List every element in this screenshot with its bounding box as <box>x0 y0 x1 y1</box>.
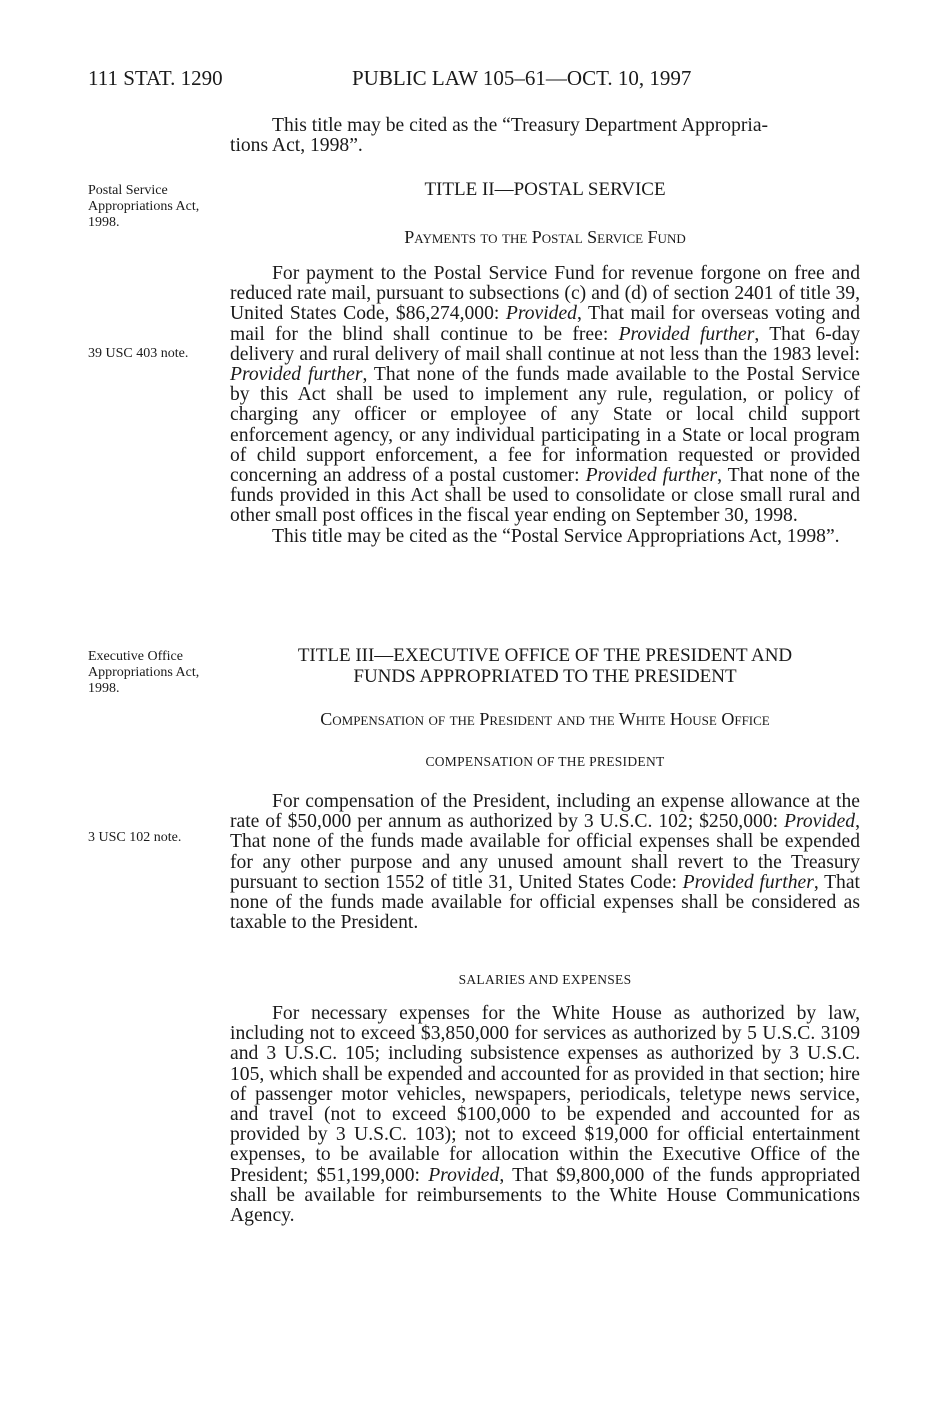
salaries-body <box>230 1004 860 1226</box>
compensation-paragraph: For compensation of the President, including an expense allowance at the rate of $50,000 per annum as authorized by 3 U.S.C. 102; $250,000: Provided, That none of the funds made available for official expenses shall be expended for any other purpose and any unused amount shall revert to the Treasury pursuant to section 1552 of title 31, United States Code: Provided further, That none of the funds made available for official expenses shall be considered as taxable to the President. <box>230 791 860 934</box>
public-law-header: PUBLIC LAW 105–61—OCT. 10, 1997 <box>352 66 692 90</box>
title-iii-heading: TITLE III—EXECUTIVE OFFICE OF THE PRESIDENT AND FUNDS APPROPRIATED TO THE PRESIDENT <box>297 645 793 687</box>
white-house-subheading: Compensation of the President and the White House Office <box>320 709 770 729</box>
margin-note-3-usc: 3 USC 102 note. <box>88 830 182 845</box>
postal-citation-paragraph: This title may be cited as the “Postal Service Appropriations Act, 1998”. <box>272 525 840 547</box>
margin-note-exec: Executive Office Appropriations Act, 1998. <box>88 649 200 696</box>
compensation-body <box>230 792 860 933</box>
salaries-paragraph: For necessary expenses for the White House as authorized by law, including not to exceed $3,850,000 for services as authorized by 5 U.S.C. 3109 and 3 U.S.C. 105; including subsistence expenses as authorized by 3 U.S.C. 105, which shall be expended and accounted for as provided in that section; hire of passenger motor vehicles, newspapers, periodicals, teletype news service, and travel (not to exceed $100,000 to be expended and accounted for as provided by 3 U.S.C. 103); not to exceed $19,000 for official entertainment expenses, to be available for allocation within the Executive Office of the President; $51,199,000: Provided, That $9,800,000 of the funds appropriated shall be available for reimbursements to the White House Communications Agency. <box>230 1003 860 1227</box>
margin-note-39-usc: 39 USC 403 note. <box>88 346 189 361</box>
compensation-subhead: COMPENSATION OF THE PRESIDENT <box>425 754 665 769</box>
margin-note-postal: Postal Service Appropriations Act, 1998. <box>88 183 200 230</box>
title-ii-body <box>230 264 860 547</box>
treasury-citation: This title may be cited as the “Treasury Department Appropria- tions Act, 1998”. <box>230 115 769 157</box>
postal-fund-paragraph: For payment to the Postal Service Fund for revenue forgone on free and reduced rate mail, pursuant to subsections (c) and (d) of section 2401 of title 39, United States Code, $86,274,000: Provided, That mail for overseas voting and mail for the blind shall continue to be free: Provided further, That 6-day delivery and rural delivery of mail shall continue at not less than the 1983 level: Provided further, That none of the funds made available to the Postal Service by this Act shall be used to implement any rule, regulation, or policy of charging any officer or employee of any State or local child support enforcement agency, or any individual participating in a State or local program of child support enforcement, a fee for information requested or provided concerning an address of a postal customer: Provided further, That none of the funds provided in this Act shall be used to consolidate or close small rural and other small post offices in the fiscal year ending on September 30, 1998. <box>230 263 861 527</box>
salaries-subhead: SALARIES AND EXPENSES <box>458 972 632 987</box>
title-ii-heading: TITLE II—POSTAL SERVICE <box>424 179 666 200</box>
stat-page-number: 111 STAT. 1290 <box>88 66 223 90</box>
postal-fund-subheading: Payments to the Postal Service Fund <box>404 227 686 247</box>
